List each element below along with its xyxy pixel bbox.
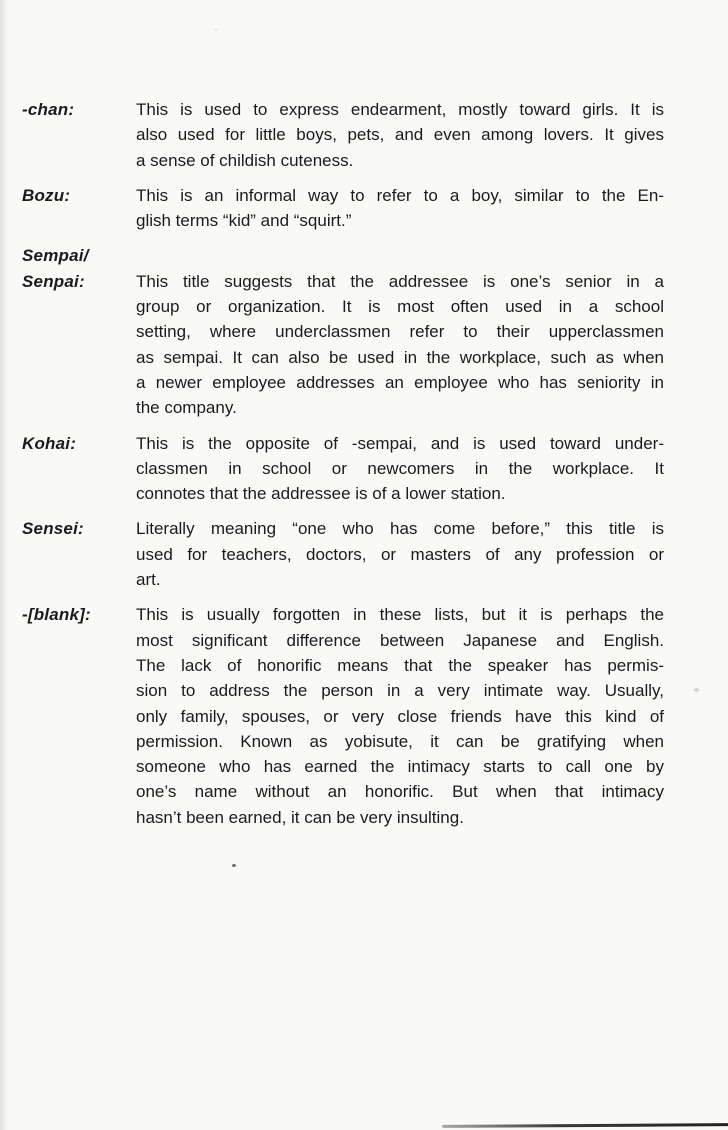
definition-line: This is used to express endearment, mostly toward girls. It is <box>136 100 664 119</box>
definition-line: a newer employee addresses an employee who has seniority in <box>136 372 664 392</box>
definition-text <box>136 183 664 234</box>
definition-line: This title suggests that the addressee is one’s senior in a <box>136 271 664 291</box>
definition-line: group or organization. It is most often used in a school <box>136 297 664 317</box>
definition-line: The lack of honorific means that the speaker has permis- <box>136 655 664 675</box>
term-label-line: Senpai: <box>22 271 85 291</box>
scan-speck <box>232 864 236 867</box>
definition-line: classmen in school or newcomers in the workplace. It <box>136 458 664 478</box>
definition-text <box>136 431 664 507</box>
term-label <box>22 183 136 234</box>
term-label <box>22 97 136 173</box>
definition-line: a sense of childish cuteness. <box>136 150 354 170</box>
definition-line: also used for little boys, pets, and even among lovers. It gives <box>136 125 664 145</box>
scan-speck <box>214 28 218 31</box>
glossary-entry-2 <box>22 243 664 420</box>
term-label-line: -chan: <box>22 100 75 119</box>
left-scan-edge <box>0 0 8 1130</box>
term-label <box>22 602 136 830</box>
definition-line: This is usually forgotten in these lists, but it is perhaps the <box>136 605 664 625</box>
term-label-line: -[blank]: <box>22 605 91 625</box>
definition-line: This is the opposite of -sempai, and is used toward under- <box>136 433 664 453</box>
definition-line: setting, where underclassmen refer to their upperclassmen <box>136 322 664 342</box>
definition-line: sion to address the person in a very intimate way. Usually, <box>136 681 664 701</box>
definition-line: This is an informal way to refer to a boy, similar to the En- <box>136 185 664 205</box>
term-label-line: Bozu: <box>22 185 71 205</box>
term-label <box>22 243 136 420</box>
definition-line: only family, spouses, or very close friends have this kind of <box>136 706 664 726</box>
definition-line: Literally meaning “one who has come before,” this title is <box>136 519 664 539</box>
honorifics-glossary <box>22 97 664 840</box>
definition-line: the company. <box>136 398 237 418</box>
definition-line: someone who has earned the intimacy starts to call one by <box>136 757 664 777</box>
term-label <box>22 516 136 592</box>
term-label-line: Sensei: <box>22 519 84 539</box>
glossary-entry-5 <box>22 602 664 830</box>
definition-line: connotes that the addressee is of a lower station. <box>136 484 506 504</box>
term-label <box>22 431 136 507</box>
term-label-line: Kohai: <box>22 433 77 453</box>
definition-text <box>136 97 664 173</box>
definition-text <box>136 516 664 592</box>
glossary-entry-0 <box>22 97 664 173</box>
glossary-entry-1 <box>22 183 664 234</box>
definition-line: art. <box>136 570 161 590</box>
glossary-entry-3 <box>22 431 664 507</box>
definition-line: most significant difference between Japanese and English. <box>136 630 664 650</box>
definition-text <box>136 602 664 830</box>
definition-line: used for teachers, doctors, or masters of any profession or <box>136 544 664 564</box>
definition-line: glish terms “kid” and “squirt.” <box>136 211 352 231</box>
definition-line: hasn’t been earned, it can be very insulting. <box>136 807 464 827</box>
scan-speck <box>694 688 699 692</box>
definition-text <box>136 269 664 421</box>
definition-line: permission. Known as yobisute, it can be gratifying when <box>136 731 664 751</box>
definition-line: one’s name without an honorific. But when that intimacy <box>136 782 664 802</box>
term-label-line: Sempai/ <box>22 246 89 266</box>
glossary-entry-4 <box>22 516 664 592</box>
bottom-scan-edge <box>442 1123 728 1128</box>
definition-line: as sempai. It can also be used in the workplace, such as when <box>136 347 664 367</box>
